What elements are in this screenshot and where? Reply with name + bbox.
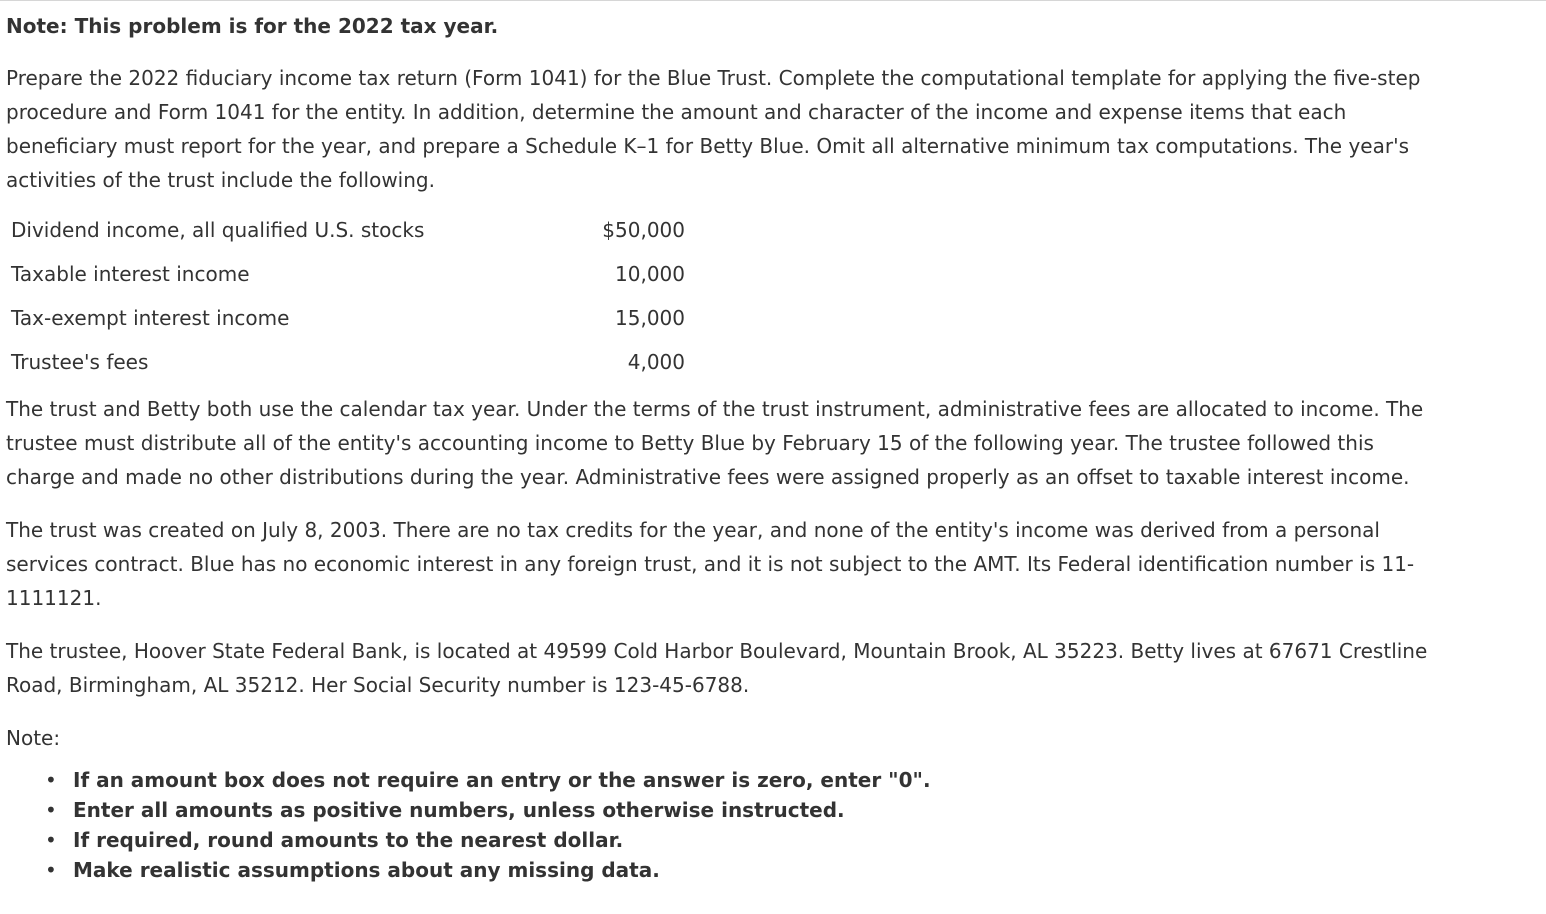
paragraph-line: activities of the trust include the following. [6,168,435,192]
bullet-icon: • [45,828,57,852]
paragraph-line: The trustee, Hoover State Federal Bank, is located at 49599 Cold Harbor Boulevard, Mountain Brook, AL 35223. Betty lives at 67671 Crestline [6,639,1428,663]
list-item [6,795,931,825]
note-text: If an amount box does not require an entry or the answer is zero, enter "0". [73,768,931,792]
instructions-paragraph [6,61,1456,197]
paragraph-line: Prepare the 2022 fiduciary income tax return (Form 1041) for the Blue Trust. Complete the computational template for applying the five-step [6,66,1421,90]
item-amount: $50,000 [602,218,685,242]
bullet-icon: • [45,798,57,822]
trustee-address-paragraph [6,634,1456,702]
item-label: Trustee's fees [11,350,149,374]
paragraph-line: charge and made no other distributions during the year. Administrative fees were assigned properly as an offset to taxable interest income. [6,465,1410,489]
trust-terms-paragraph [6,392,1456,494]
list-item [6,855,931,885]
trust-details-paragraph [6,513,1456,615]
top-divider [0,0,1546,1]
paragraph-line: Road, Birmingham, AL 35212. Her Social Security number is 123-45-6788. [6,673,750,697]
item-label: Taxable interest income [11,262,250,286]
note-text: Make realistic assumptions about any missing data. [73,858,660,882]
tax-year-note-heading: Note: This problem is for the 2022 tax year. [6,14,499,38]
table-row [11,252,685,296]
note-label: Note: [6,726,61,750]
table-row [11,208,685,252]
bullet-icon: • [45,768,57,792]
paragraph-line: The trust and Betty both use the calendar tax year. Under the terms of the trust instrument, administrative fees are allocated to income. The [6,397,1424,421]
bullet-icon: • [45,858,57,882]
item-amount: 10,000 [615,262,685,286]
note-text: If required, round amounts to the nearest dollar. [73,828,624,852]
item-amount: 15,000 [615,306,685,330]
paragraph-line: The trust was created on July 8, 2003. There are no tax credits for the year, and none of the entity's income was derived from a personal [6,518,1380,542]
list-item [6,765,931,795]
table-row [11,296,685,340]
table-row [11,340,685,384]
paragraph-line: procedure and Form 1041 for the entity. In addition, determine the amount and character of the income and expense items that each [6,100,1347,124]
item-amount: 4,000 [627,350,685,374]
item-label: Tax-exempt interest income [11,306,290,330]
paragraph-line: trustee must distribute all of the entity's accounting income to Betty Blue by February 15 of the following year. The trustee followed this [6,431,1374,455]
note-list [6,765,931,885]
note-text: Enter all amounts as positive numbers, unless otherwise instructed. [73,798,845,822]
list-item [6,825,931,855]
paragraph-line: services contract. Blue has no economic interest in any foreign trust, and it is not subject to the AMT. Its Federal identification number is 11- [6,552,1415,576]
paragraph-line: 1111121. [6,586,102,610]
trust-activities-table [11,208,685,384]
item-label: Dividend income, all qualified U.S. stocks [11,218,425,242]
paragraph-line: beneficiary must report for the year, and prepare a Schedule K–1 for Betty Blue. Omit all alternative minimum tax computations. The year's [6,134,1410,158]
